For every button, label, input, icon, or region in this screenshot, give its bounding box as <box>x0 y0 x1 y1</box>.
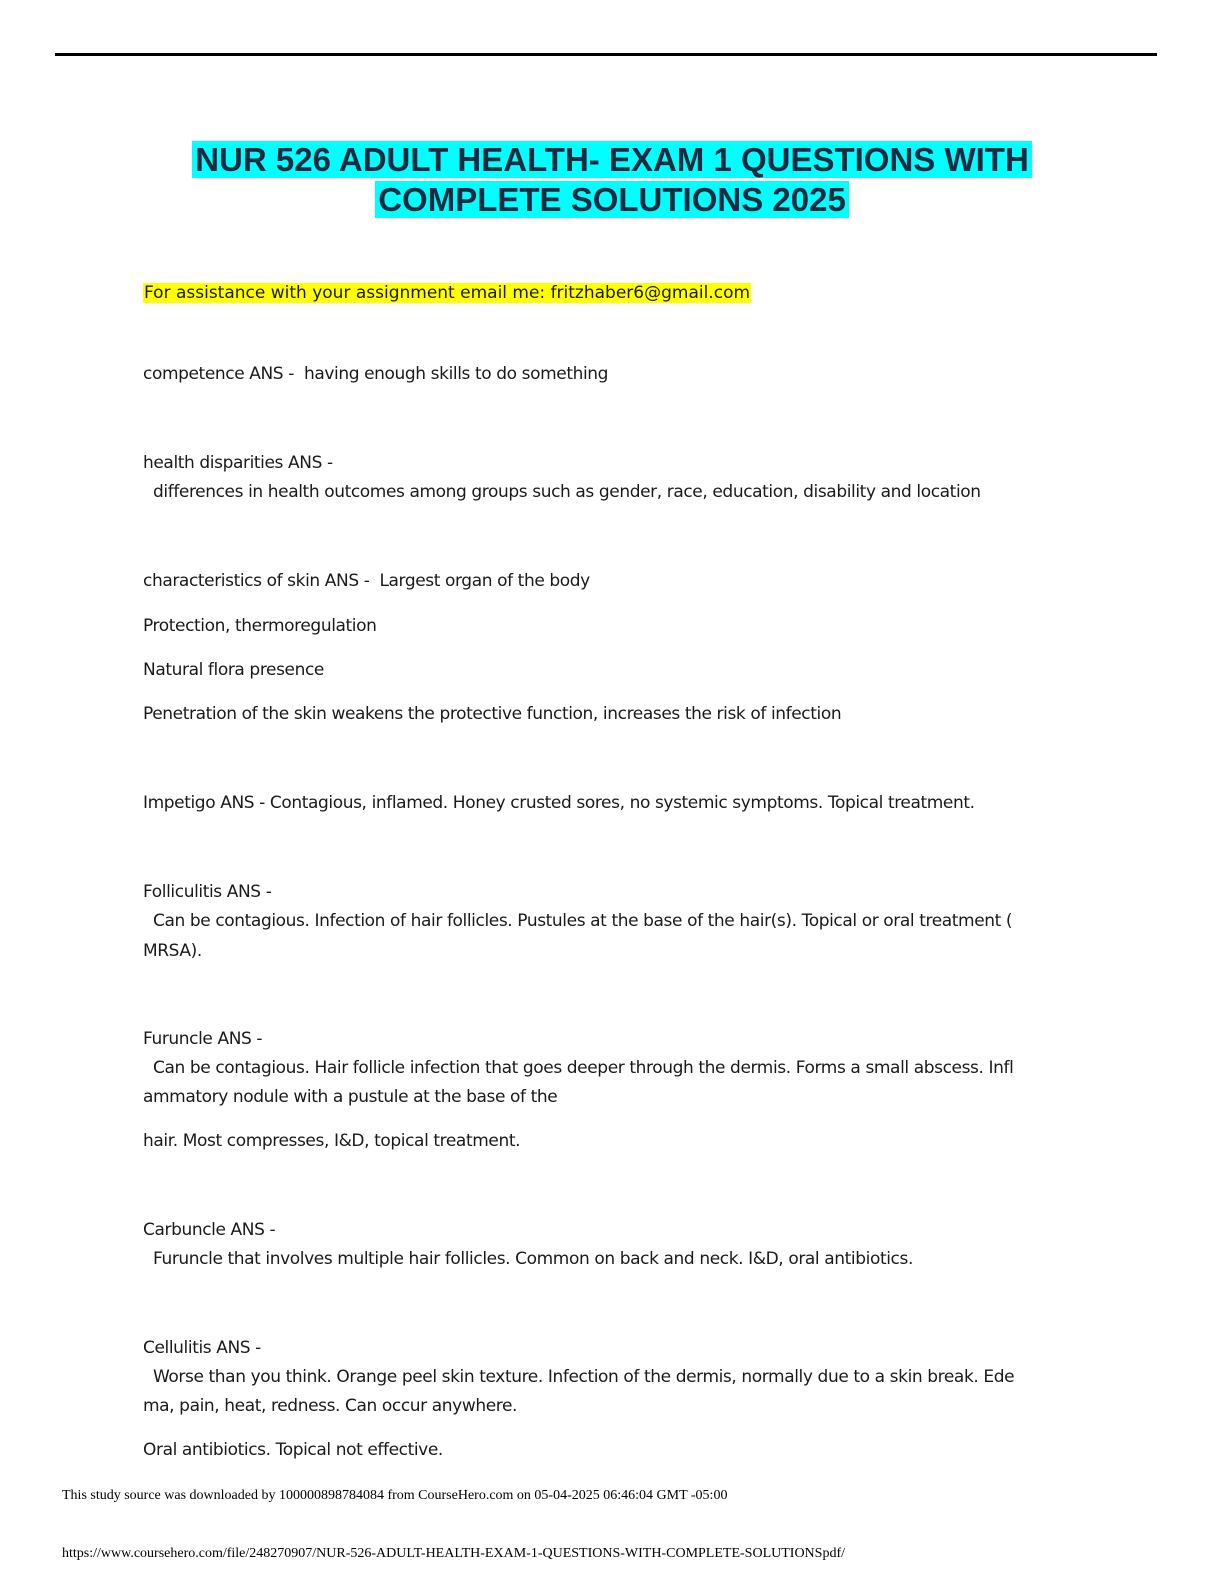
download-notice: This study source was downloaded by 100000898784084 from CourseHero.com on 05-04-2025 06:46:04 GMT -05:00 <box>62 1488 728 1503</box>
entry-carbuncle-answer: Furuncle that involves multiple hair follicles. Common on back and neck. I&D, oral antibiotics. <box>143 1249 913 1269</box>
entry-cellulitis-term: Cellulitis ANS - <box>143 1338 261 1358</box>
entry-skin-line-3: Natural flora presence <box>143 660 324 680</box>
entry-health-disparities-answer: differences in health outcomes among groups such as gender, race, education, disability and location <box>143 482 981 502</box>
entry-skin-line-4: Penetration of the skin weakens the protective function, increases the risk of infection <box>143 704 842 724</box>
entry-skin-term: characteristics of skin ANS - Largest organ of the body <box>143 571 590 591</box>
entry-carbuncle-term: Carbuncle ANS - <box>143 1220 276 1240</box>
entry-furuncle-term: Furuncle ANS - <box>143 1029 263 1049</box>
entry-folliculitis-answer: Can be contagious. Infection of hair follicles. Pustules at the base of the hair(s). Topical or oral treatment ( <box>143 911 1013 931</box>
entry-health-disparities-term: health disparities ANS - <box>143 453 333 473</box>
entry-competence: competence ANS - having enough skills to do something <box>143 364 609 384</box>
source-url-link[interactable]: https://www.coursehero.com/file/248270907/NUR-526-ADULT-HEALTH-EXAM-1-QUESTIONS-WITH-COMPLETE-SOLUTIONSpdf/ <box>62 1546 846 1561</box>
title-line-1: NUR 526 ADULT HEALTH- EXAM 1 QUESTIONS WITH <box>192 141 1032 178</box>
entry-folliculitis-answer-cont: MRSA). <box>143 941 202 961</box>
assistance-note <box>143 280 751 306</box>
entry-cellulitis-answer-line-4: Oral antibiotics. Topical not effective. <box>143 1440 443 1460</box>
entry-cellulitis-answer-cont: ma, pain, heat, redness. Can occur anywhere. <box>143 1396 518 1416</box>
entry-impetigo: Impetigo ANS - Contagious, inflamed. Honey crusted sores, no systemic symptoms. Topical treatment. <box>143 793 975 813</box>
entry-skin-line-2: Protection, thermoregulation <box>143 616 377 636</box>
entry-furuncle-answer-line-4: hair. Most compresses, I&D, topical treatment. <box>143 1131 521 1151</box>
page-title <box>0 140 1224 220</box>
entry-furuncle-answer-cont: ammatory nodule with a pustule at the base of the <box>143 1087 558 1107</box>
top-rule <box>55 53 1157 56</box>
title-line-2: COMPLETE SOLUTIONS 2025 <box>375 181 849 218</box>
entry-cellulitis-answer: Worse than you think. Orange peel skin texture. Infection of the dermis, normally due to a skin break. Ede <box>143 1367 1015 1387</box>
entry-furuncle-answer: Can be contagious. Hair follicle infection that goes deeper through the dermis. Forms a small abscess. Infl <box>143 1058 1014 1078</box>
entry-folliculitis-term: Folliculitis ANS - <box>143 882 272 902</box>
assistance-text: For assistance with your assignment email me: fritzhaber6@gmail.com <box>144 283 751 303</box>
